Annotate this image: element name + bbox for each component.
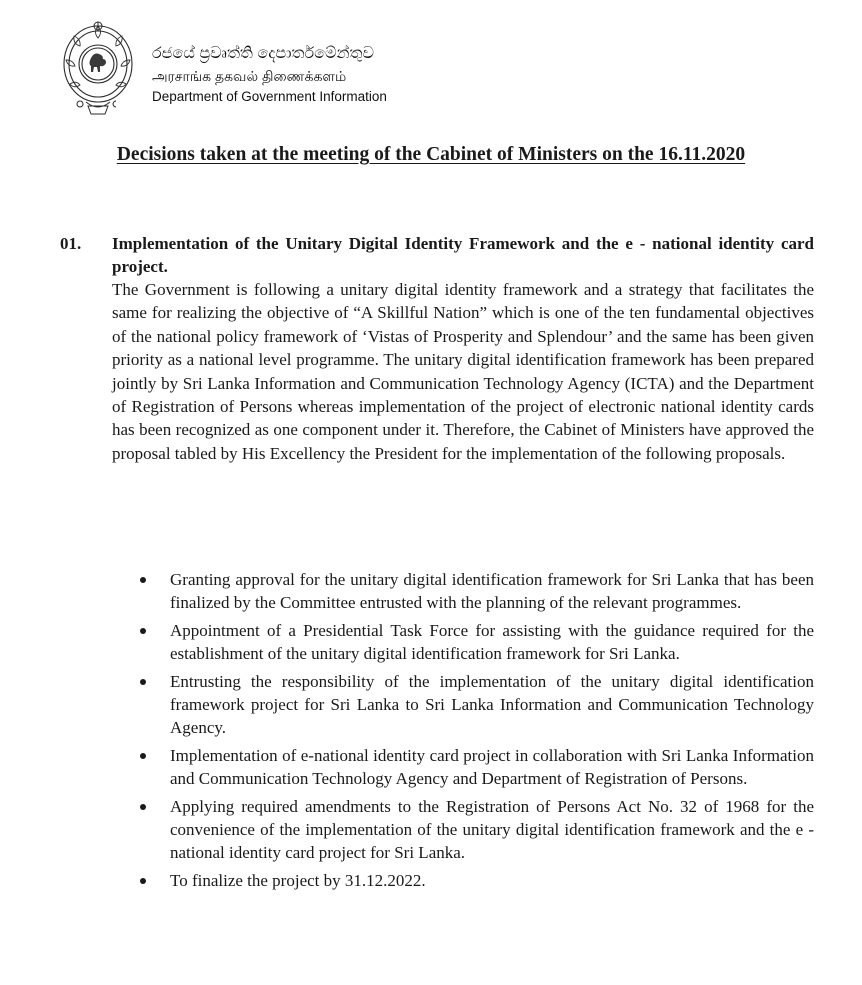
bullet-dot-icon: [140, 577, 146, 583]
proposal-list: [140, 568, 814, 896]
document-title: Decisions taken at the meeting of the Cabinet of Ministers on the 16.11.2020: [116, 144, 746, 165]
bullet-dot-icon: [140, 804, 146, 810]
bullet-dot-icon: [140, 628, 146, 634]
section-heading: Implementation of the Unitary Digital Identity Framework and the e - national identity card project.: [112, 234, 814, 276]
list-item: [140, 869, 814, 892]
list-item: [140, 568, 814, 615]
list-item: [140, 619, 814, 666]
bullet-dot-icon: [140, 679, 146, 685]
list-item-text: Applying required amendments to the Registration of Persons Act No. 32 of 1968 for the convenience of the implementation of the unitary digital identification framework and the e - national identity card project for Sri Lanka.: [170, 796, 814, 863]
list-item-text: To finalize the project by 31.12.2022.: [170, 870, 426, 890]
list-item-text: Implementation of e-national identity card project in collaboration with Sri Lanka Information and Communication Technology Agency and Department of Registration of Persons.: [170, 745, 814, 789]
list-item: [140, 670, 814, 740]
bullet-dot-icon: [140, 753, 146, 759]
letterhead: [60, 18, 460, 118]
sri-lanka-government-emblem-icon: [60, 20, 136, 116]
list-item-text: Granting approval for the unitary digital identification framework for Sri Lanka that has been finalized by the Committee entrusted with the planning of the relevant programmes.: [170, 570, 814, 613]
section-paragraph: The Government is following a unitary digital identity framework and a strategy that facilitates the same for realizing the objective of “A Skillful Nation” which is one of the ten fundamental objectives of the national policy framework of ‘Vistas of Prosperity and Splendour’ and the same has been given priority as a national level programme. The unitary digital identification framework has been prepared jointly by Sri Lanka Information and Communication Technology Agency (ICTA) and the Department of Registration of Persons whereas implementation of the project of electronic national identity cards has been recognized as one component under it. Therefore, the Cabinet of Ministers have approved the proposal tabled by His Excellency the President for the implementation of the following proposals.: [112, 280, 814, 463]
list-item: [140, 795, 814, 865]
section-body: [112, 232, 814, 465]
list-item: [140, 744, 814, 791]
department-name-english: Department of Government Information: [152, 89, 387, 104]
section-number: 01.: [60, 234, 82, 253]
bullet-dot-icon: [140, 878, 146, 884]
department-names: [152, 44, 387, 106]
list-item-text: Entrusting the responsibility of the implementation of the unitary digital identification framework project for Sri Lanka to Sri Lanka Information and Communication Technology Agency.: [170, 671, 814, 738]
list-item-text: Appointment of a Presidential Task Force for assisting with the guidance required for the establishment of the unitary digital identification framework for Sri Lanka.: [170, 620, 814, 664]
department-name-tamil: அரசாங்க தகவல் திணைக்களம்: [152, 68, 347, 84]
department-name-sinhala: රජයේ ප්‍රවෘත්ති දෙපාර්තමේන්තුව: [152, 45, 375, 62]
